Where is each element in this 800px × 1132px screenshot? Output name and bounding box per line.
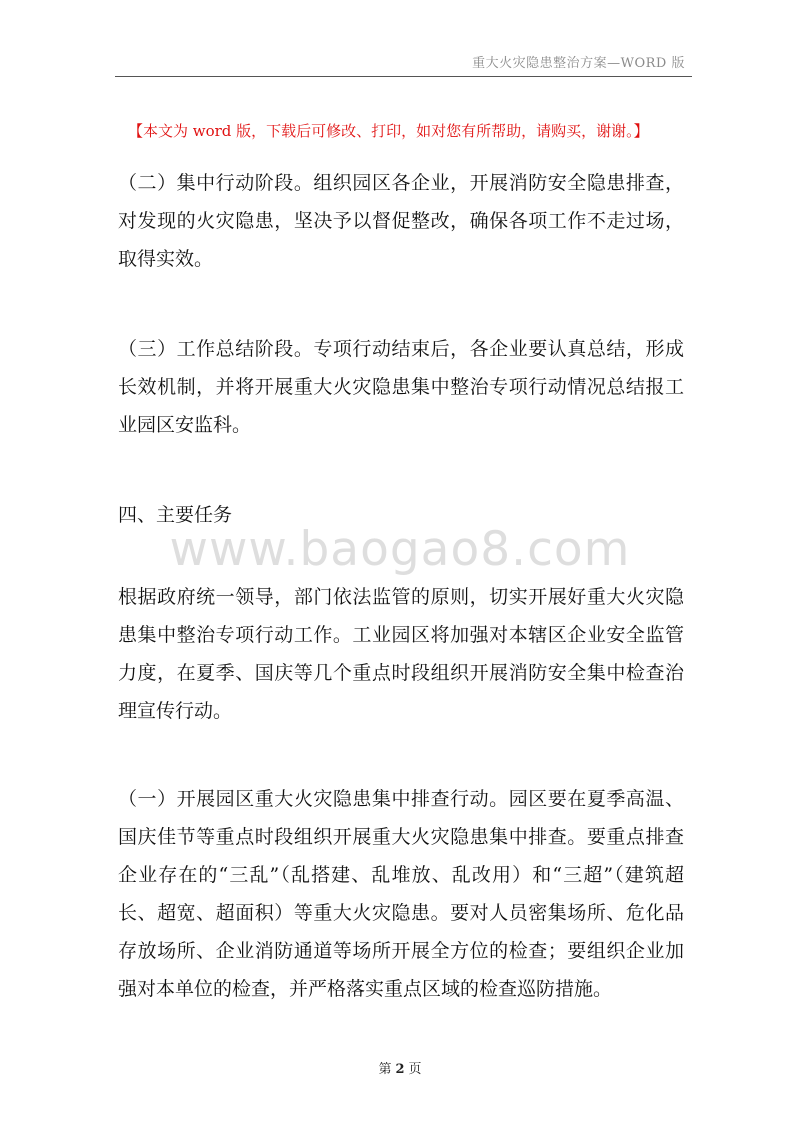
header-divider — [115, 76, 692, 77]
paragraph-task-one: （一）开展园区重大火灾隐患集中排查行动。园区要在夏季高温、国庆佳节等重点时段组织开展重大火灾隐患集中排查。要重点排查企业存在的“三乱”（乱搭建、乱堆放、乱改用）和“三超”（建筑超长、超宽、超面积）等重大火灾隐患。要对人员密集场所、危化品存放场所、企业消防通道等场所开展全方位的检查；要组织企业加强对本单位的检查，并严格落实重点区域的检查巡防措施。 — [118, 788, 684, 1000]
footer-prefix: 第 — [378, 1062, 392, 1077]
paragraph-stage-three: （三）工作总结阶段。专项行动结束后，各企业要认真总结，形成长效机制，并将开展重大火灾隐患集中整治专项行动情况总结报工业园区安监科。 — [118, 338, 684, 436]
page-footer — [0, 1058, 800, 1077]
page-number: 2 — [395, 1062, 405, 1077]
footer-suffix: 页 — [408, 1062, 422, 1077]
paragraph-stage-two: （二）集中行动阶段。组织园区各企业，开展消防安全隐患排查，对发现的火灾隐患，坚决予以督促整改，确保各项工作不走过场，取得实效。 — [118, 172, 684, 270]
download-notice: 【本文为 word 版，下载后可修改、打印，如对您有所帮助，请购买，谢谢。】 — [128, 122, 649, 140]
paragraph-main-tasks: 根据政府统一领导，部门依法监管的原则，切实开展好重大火灾隐患集中整治专项行动工作。工业园区将加强对本辖区企业安全监管力度，在夏季、国庆等几个重点时段组织开展消防安全集中检查治理宣传行动。 — [118, 586, 684, 722]
document-header-title: 重大火灾隐患整治方案—WORD 版 — [472, 56, 685, 71]
section-heading-main-tasks: 四、主要任务 — [118, 504, 233, 526]
watermark: www.baogao8.com — [169, 522, 631, 577]
